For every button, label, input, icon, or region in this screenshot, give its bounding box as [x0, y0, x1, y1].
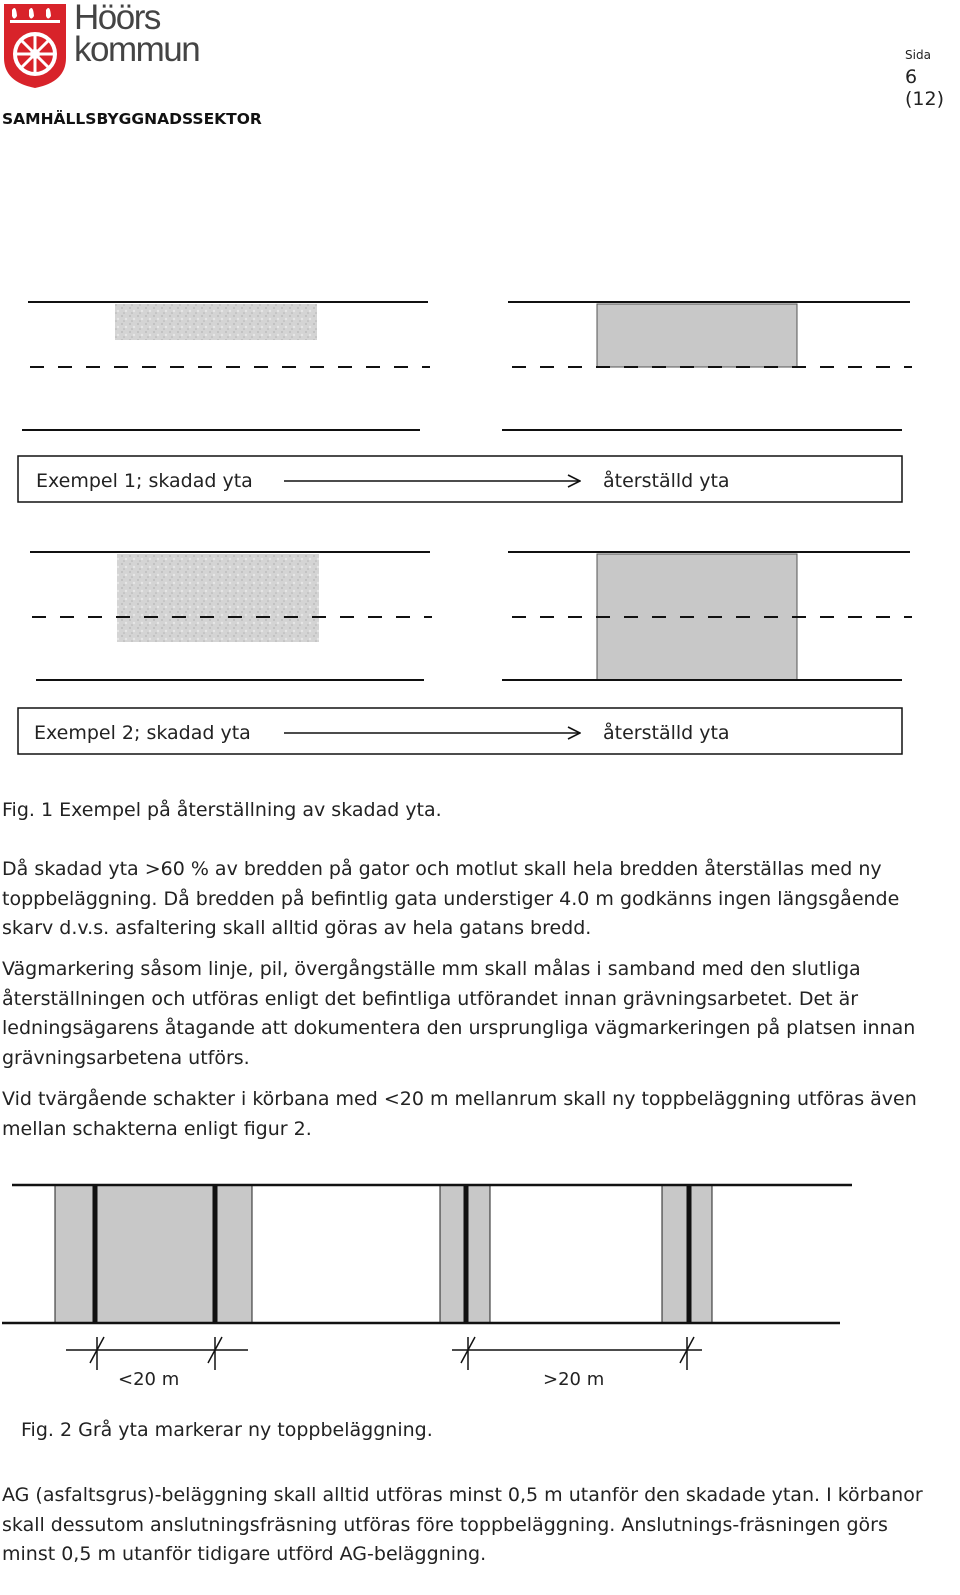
- road-section: [2, 1185, 852, 1323]
- logo-wordmark: [74, 0, 200, 69]
- example-1-label: Exempel 1; skadad yta: [36, 470, 253, 492]
- figure-2-diagram: [0, 1175, 960, 1395]
- example-1-damaged-road: [22, 302, 430, 430]
- dimension-label-more: >20 m: [543, 1369, 605, 1390]
- example-1-result: återställd yta: [603, 470, 730, 492]
- restored-patch: [597, 304, 797, 367]
- paragraph-transverse-trenches: Vid tvärgående schakter i körbana med <20 m mellanrum skall ny toppbeläggning utföras även mellan schakterna enligt figur 2.: [2, 1088, 917, 1140]
- example-2-damaged-road: [30, 552, 432, 680]
- example-2-label: Exempel 2; skadad yta: [34, 722, 251, 744]
- coat-of-arms-icon: [2, 2, 68, 90]
- damaged-patch: [117, 554, 319, 642]
- damaged-patch: [115, 304, 317, 340]
- paragraph-restoration-width: Då skadad yta >60 % av bredden på gator och motlut skall hela bredden återställas med ny toppbeläggning. Då bredden på befintlig gata understiger 4.0 m godkänns ingen längsgående skarv d.v.s. asfaltering skall alltid göras av hela gatans bredd.: [2, 858, 900, 939]
- dimension-greater-than-20: [452, 1337, 702, 1390]
- paragraph-ag-coating: AG (asfaltsgrus)-beläggning skall alltid utföras minst 0,5 m utanför den skadade ytan. I körbanor skall dessutom anslutningsfräsning utföras före toppbeläggning. Anslutnings-fräsningen görs minst 0,5 m utanför tidigare utförd AG-beläggning.: [2, 1484, 923, 1565]
- figure-1-caption: Fig. 1 Exempel på återställning av skadad yta.: [2, 799, 442, 821]
- dimension-less-than-20: [66, 1337, 248, 1390]
- new-surface-area: [55, 1186, 252, 1322]
- paragraph-road-marking: Vägmarkering såsom linje, pil, övergångställe mm skall målas i samband med den slutliga återställningen och utföras enligt det befintliga utförandet innan grävningsarbetet. Det är ledningsägarens åtagande att dokumentera den ursprungliga vägmarkeringen på platsen innan grävningsarbetena utförs.: [2, 958, 916, 1069]
- example-2-result: återställd yta: [603, 722, 730, 744]
- page-label: Sida: [905, 48, 931, 62]
- example-2-restored-road: [502, 552, 912, 680]
- logo-line-2: kommun: [74, 30, 200, 69]
- dimension-label-less: <20 m: [118, 1369, 180, 1390]
- figure-1-diagram: [0, 290, 960, 770]
- department-heading: SAMHÄLLSBYGGNADSSEKTOR: [2, 110, 262, 128]
- page-number: 6 (12): [905, 66, 945, 110]
- figure-2-caption: Fig. 2 Grå yta markerar ny toppbeläggning.: [21, 1419, 433, 1441]
- example-1-restored-road: [502, 302, 912, 430]
- municipality-logo: [2, 2, 68, 90]
- logo-line-1: Höörs: [74, 0, 160, 37]
